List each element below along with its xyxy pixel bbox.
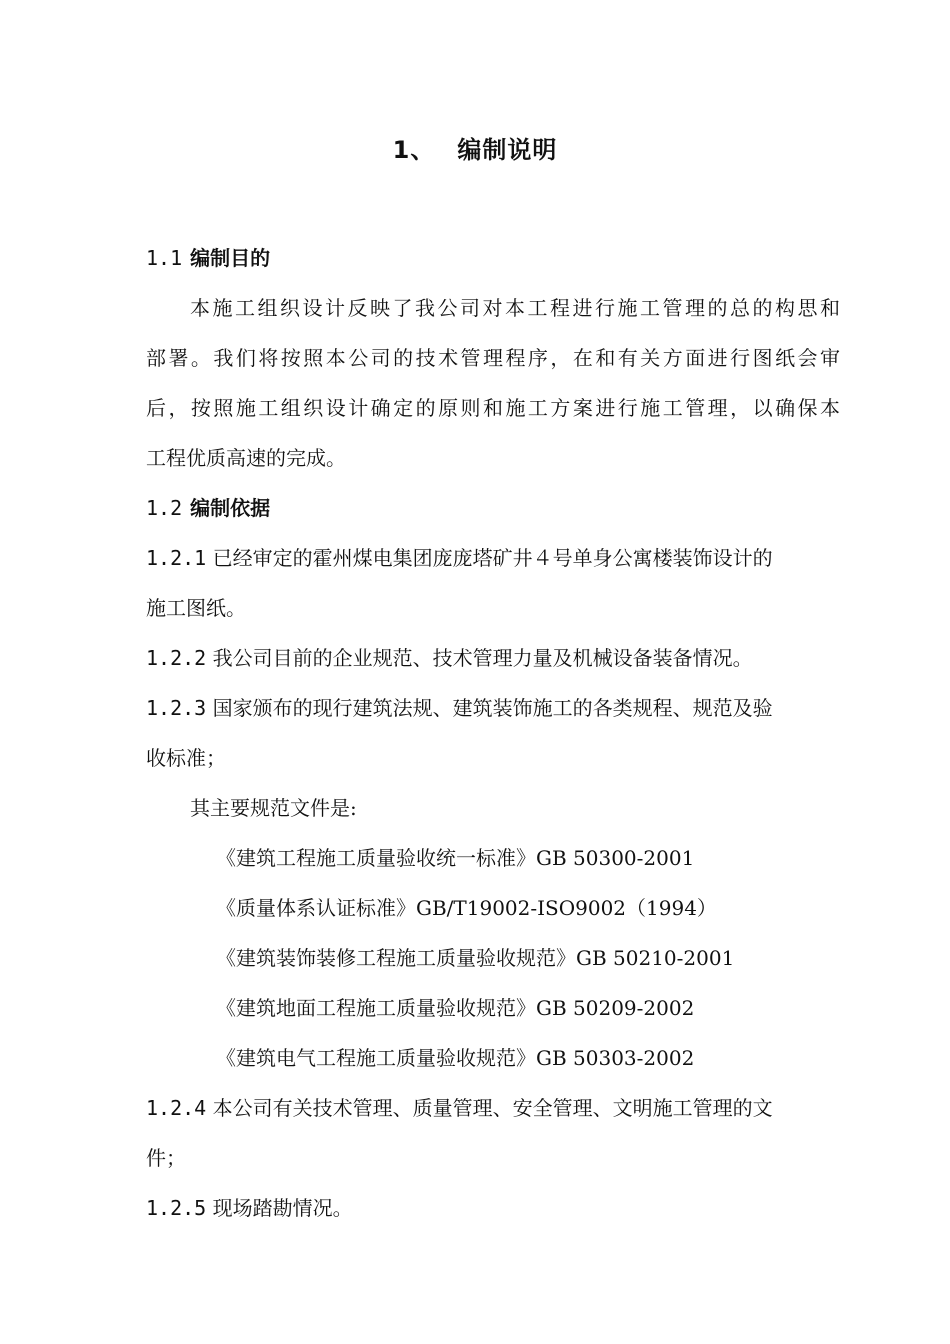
paragraph-line: 工程优质高速的完成。 (146, 446, 346, 470)
section-heading-1-1 (146, 233, 840, 283)
section-title: 编制依据 (190, 496, 271, 520)
section-number: 1.1 (146, 246, 183, 270)
page-title (0, 132, 950, 168)
title-number: 1、 (392, 136, 436, 164)
standard-item: 《质量体系认证标准》GB/T19002-ISO9002（1994） (216, 896, 717, 920)
standard-item: 《建筑工程施工质量验收统一标准》GB 50300-2001 (216, 846, 695, 870)
paragraph-line: 部署。我们将按照本公司的技术管理程序，在和有关方面进行图纸会审 (146, 346, 840, 370)
item-text: 国家颁布的现行建筑法规、建筑装饰施工的各类规程、规范及验 (212, 696, 773, 720)
item-number: 1.2.3 (146, 696, 207, 720)
item-number: 1.2.2 (146, 646, 207, 670)
item-number: 1.2.1 (146, 546, 207, 570)
section-heading-1-2 (146, 483, 840, 533)
item-text: 已经审定的霍州煤电集团庞庞塔矿井４号单身公寓楼装饰设计的 (212, 546, 773, 570)
item-text: 现场踏勘情况。 (212, 1196, 353, 1220)
list-item-1-2-4 (146, 1083, 840, 1133)
section-number: 1.2 (146, 496, 183, 520)
item-number: 1.2.4 (146, 1096, 207, 1120)
standard-item: 《建筑地面工程施工质量验收规范》GB 50209-2002 (216, 996, 695, 1020)
item-text: 我公司目前的企业规范、技术管理力量及机械设备装备情况。 (212, 646, 753, 670)
section-title: 编制目的 (190, 246, 271, 270)
item-number: 1.2.5 (146, 1196, 207, 1220)
document-body (146, 233, 840, 1233)
paragraph-line: 本施工组织设计反映了我公司对本工程进行施工管理的总的构思和 (190, 296, 840, 320)
list-item-1-2-5 (146, 1183, 840, 1233)
list-item-1-2-1 (146, 533, 840, 583)
item-continuation: 收标准； (146, 746, 226, 770)
item-continuation: 件； (146, 1146, 186, 1170)
item-continuation: 施工图纸。 (146, 596, 246, 620)
title-text: 编制说明 (457, 136, 558, 164)
standards-intro: 其主要规范文件是: (190, 796, 357, 820)
paragraph-line: 后，按照施工组织设计确定的原则和施工方案进行施工管理，以确保本 (146, 396, 840, 420)
list-item-1-2-2 (146, 633, 840, 683)
standard-item: 《建筑电气工程施工质量验收规范》GB 50303-2002 (216, 1046, 695, 1070)
item-text: 本公司有关技术管理、质量管理、安全管理、文明施工管理的文 (212, 1096, 773, 1120)
list-item-1-2-3 (146, 683, 840, 733)
standard-item: 《建筑装饰装修工程施工质量验收规范》GB 50210-2001 (216, 946, 735, 970)
